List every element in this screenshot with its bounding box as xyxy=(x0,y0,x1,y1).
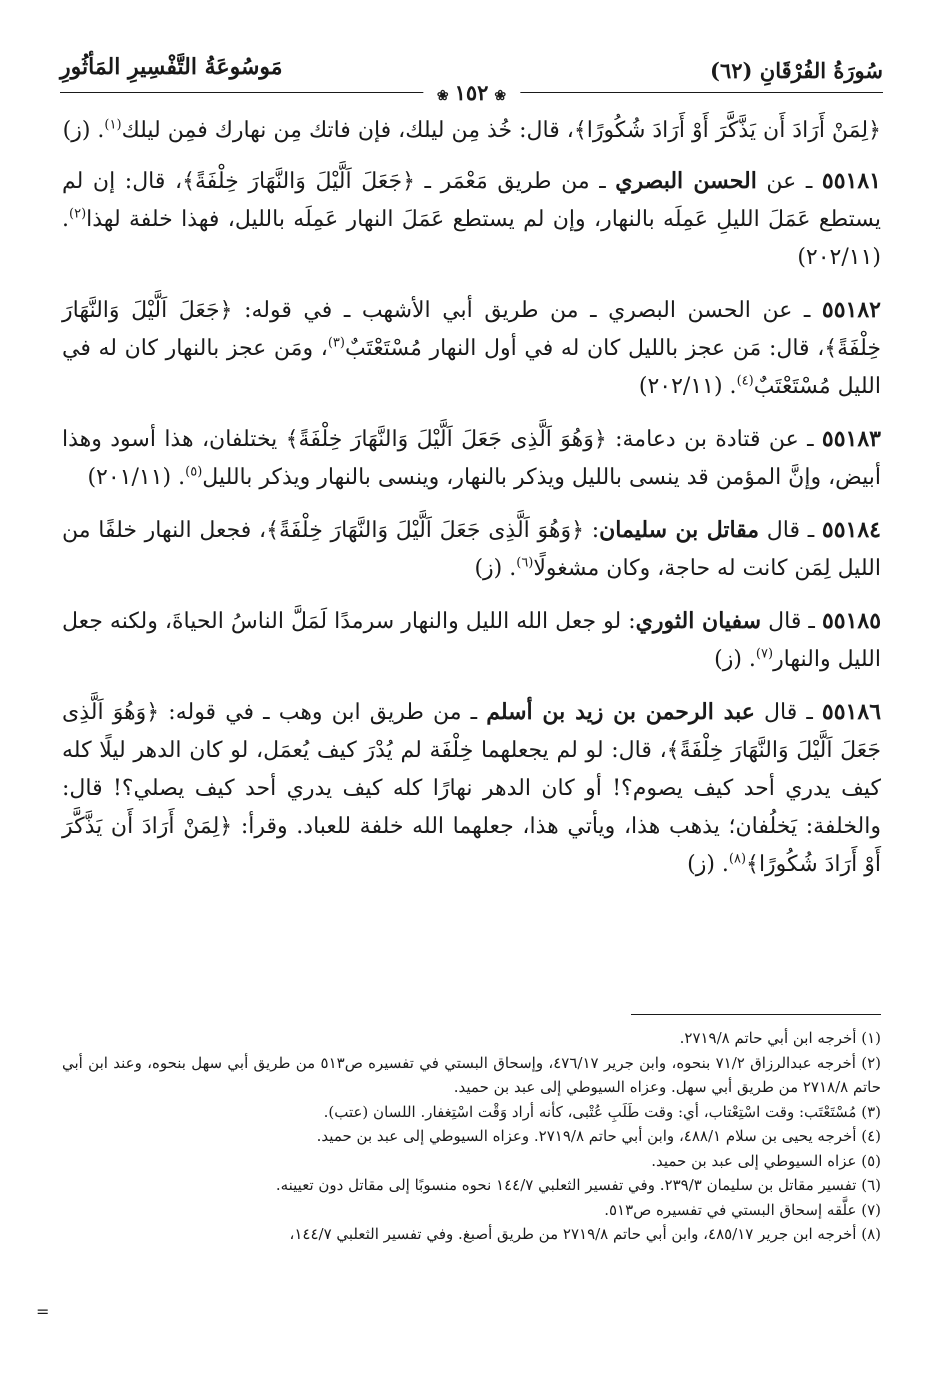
narrator-name: عبد الرحمن بن زيد بن أسلم xyxy=(486,699,755,725)
footnote-4: (٤) أخرجه يحيى بن سلام ٤٨٨/١، وابن أبي حاتم ٢٧١٩/٨. وعزاه السيوطي إلى عبد بن حميد. xyxy=(316,1127,881,1145)
entry-55184: ٥٥١٨٤ ـ قال مقاتل بن سليمان: ﴿وَهُوَ اَلَّذِى جَعَلَ اَلَّيْلَ وَالنَّهَارَ خِلْفَةً﴾، فجعل النهار خلفًا من الليل لِمَن كانت له حاجة، وكان مشغولًا$^{(٦)}$. (ز) xyxy=(62,517,881,581)
footnote-ref: (٤) xyxy=(736,373,754,389)
footnote-ref: (١) xyxy=(104,117,122,133)
ornament-icon: ❀ xyxy=(494,88,507,104)
entry-continuation: ﴿لِمَنْ أَرَادَ أَن يَذَّكَّرَ أَوْ أَرَادَ شُكُورًا﴾، قال: خُذ مِن ليلك، فإن فاتك مِن نهارك فمِن ليلك$^{(١)}$. (ز) xyxy=(62,117,881,143)
footnote-ref: (٣) xyxy=(327,335,345,351)
entry-55182: ٥٥١٨٢ ـ عن الحسن البصري ـ من طريق أبي الأشهب ـ في قوله: ﴿جَعَلَ اَلَّيْلَ وَالنَّهَارَ خِلْفَةً﴾، قال: مَن عجز بالليل كان له في أول النهار مُسْتَعْتَبٌ$^{(٣)}$، ومَن عجز بالنهار كان له في الليل مُسْتَعْتَبٌ$^{(٤)}$. (٢٠٢/١١) xyxy=(62,297,881,399)
narrator-name: سفيان الثوري xyxy=(635,608,762,634)
footnote-5: (٥) عزاه السيوطي إلى عبد بن حميد. xyxy=(651,1151,881,1170)
entry-number: ٥٥١٨٣ xyxy=(821,426,881,452)
entry-55186: ٥٥١٨٦ ـ قال عبد الرحمن بن زيد بن أسلم ـ من طريق ابن وهب ـ في قوله: ﴿وَهُوَ اَلَّذِى جَعَلَ اَلَّيْلَ وَالنَّهَارَ خِلْفَةً﴾، قال: لو لم يجعلهما خِلْفَة لم يُدْرَ كيف يُعمَل، لو كان الدهر ليلًا كله كيف يدري أحد كيف يصوم؟! أو كان الدهر نهارًا كله كيف يدري أحد كيف يصلي؟! قال: والخلفة: يَخلُفان؛ يذهب هذا، ويأتي هذا، جعلهما الله خلفة للعباد. وقرأ: ﴿لِمَنْ أَرَادَ أَن يَذَّكَّرَ أَوْ أَرَادَ شُكُورًا﴾$^{(٨)}$. (ز) xyxy=(62,699,882,877)
footnote-ref: (٥) xyxy=(185,464,203,480)
entry-number: ٥٥١٨٦ xyxy=(821,699,882,725)
footnote-8: (٨) أخرجه ابن جرير ٤٨٥/١٧، وابن أبي حاتم ٢٧١٩/٨ من طريق أصبغ. وفي تفسير الثعلبي ١٤٤/٧، xyxy=(289,1225,881,1243)
footnote-ref: (٢) xyxy=(69,206,87,222)
footnote-1: (١) أخرجه ابن أبي حاتم ٢٧١٩/٨. xyxy=(679,1029,881,1047)
entry-number: ٥٥١٨٢ xyxy=(821,297,881,323)
entry-number: ٥٥١٨٥ xyxy=(821,608,882,634)
ornament-icon: ❀ xyxy=(436,88,449,104)
footnote-ref: (٦) xyxy=(516,555,534,571)
footnote-3: (٣) مُسْتَعْتَب: وقت اسْتِعْتاب، أي: وقت طَلَبِ عُتْبى، كأنه أراد وَقْت اسْتِغفار. اللسان (عتب). xyxy=(323,1102,881,1121)
continuation-mark: = xyxy=(36,1302,50,1321)
footnote-2: (٢) أخرجه عبدالرزاق ٧١/٢ بنحوه، وابن جرير ٤٧٦/١٧، وإسحاق البستي في تفسيره ص٥١٣ من طريق أبي سهل بنحوه، وعند ابن أبي حاتم ٢٧١٨/٨ من طريق أبي سهل. وعزاه السيوطي إلى عبد بن حميد. xyxy=(62,1053,881,1096)
entry-55185: ٥٥١٨٥ ـ قال سفيان الثوري: لو جعل الله الليل والنهار سرمدًا لَمَلَّ الناسُ الحياةَ، ولكنه جعل الليل والنهار$^{(٧)}$. (ز) xyxy=(62,608,882,672)
entry-number: ٥٥١٨١ xyxy=(821,168,881,194)
page-header xyxy=(60,54,883,105)
entry-number: ٥٥١٨٤ xyxy=(821,517,881,543)
footnote-ref: (٧) xyxy=(755,646,774,662)
footnote-divider xyxy=(631,1014,881,1015)
entry-55181: ٥٥١٨١ ـ عن الحسن البصري ـ من طريق مَعْمَر ـ ﴿جَعَلَ اَلَّيْلَ وَالنَّهَارَ خِلْفَةً﴾، قال: إن لم يستطع عَمَلَ الليلِ عَمِلَه بالنهار، وإن لم يستطع عَمَلَ النهار عَمِلَه بالليل، فهذا خلفة لهذا$^{(٢)}$. (٢٠٢/١١) xyxy=(62,168,881,270)
footnote-6: (٦) تفسير مقاتل بن سليمان ٢٣٩/٣. وفي تفسير الثعلبي ١٤٤/٧ نحوه منسوبًا إلى مقاتل دون تعيينه. xyxy=(275,1176,881,1194)
footnotes xyxy=(62,1026,881,1247)
surah-title: سُورَةُ الفُرْقَانِ (٦٢) xyxy=(710,58,883,83)
page-number: ❀ ١٥٢ ❀ xyxy=(423,80,520,105)
entry-55183: ٥٥١٨٣ ـ عن قتادة بن دعامة: ﴿وَهُوَ اَلَّذِى جَعَلَ اَلَّيْلَ وَالنَّهَارَ خِلْفَةً﴾ يختلفان، هذا أسود وهذا أبيض، وإنَّ المؤمن قد ينسى بالليل ويذكر بالنهار، وينسى بالنهار ويذكر بالليل$^{(٥)}$. (٢٠١/١١) xyxy=(62,426,881,490)
book-title: مَوسُوعَةُ التَّفْسِيرِ المَأثُورِ xyxy=(60,54,283,80)
footnote-ref: (٨) xyxy=(728,851,747,867)
narrator-name: الحسن البصري xyxy=(615,168,757,194)
main-text xyxy=(62,112,881,898)
footnote-7: (٧) علَّقه إسحاق البستي في تفسيره ص٥١٣. xyxy=(604,1200,881,1219)
narrator-name: مقاتل بن سليمان xyxy=(599,517,760,543)
